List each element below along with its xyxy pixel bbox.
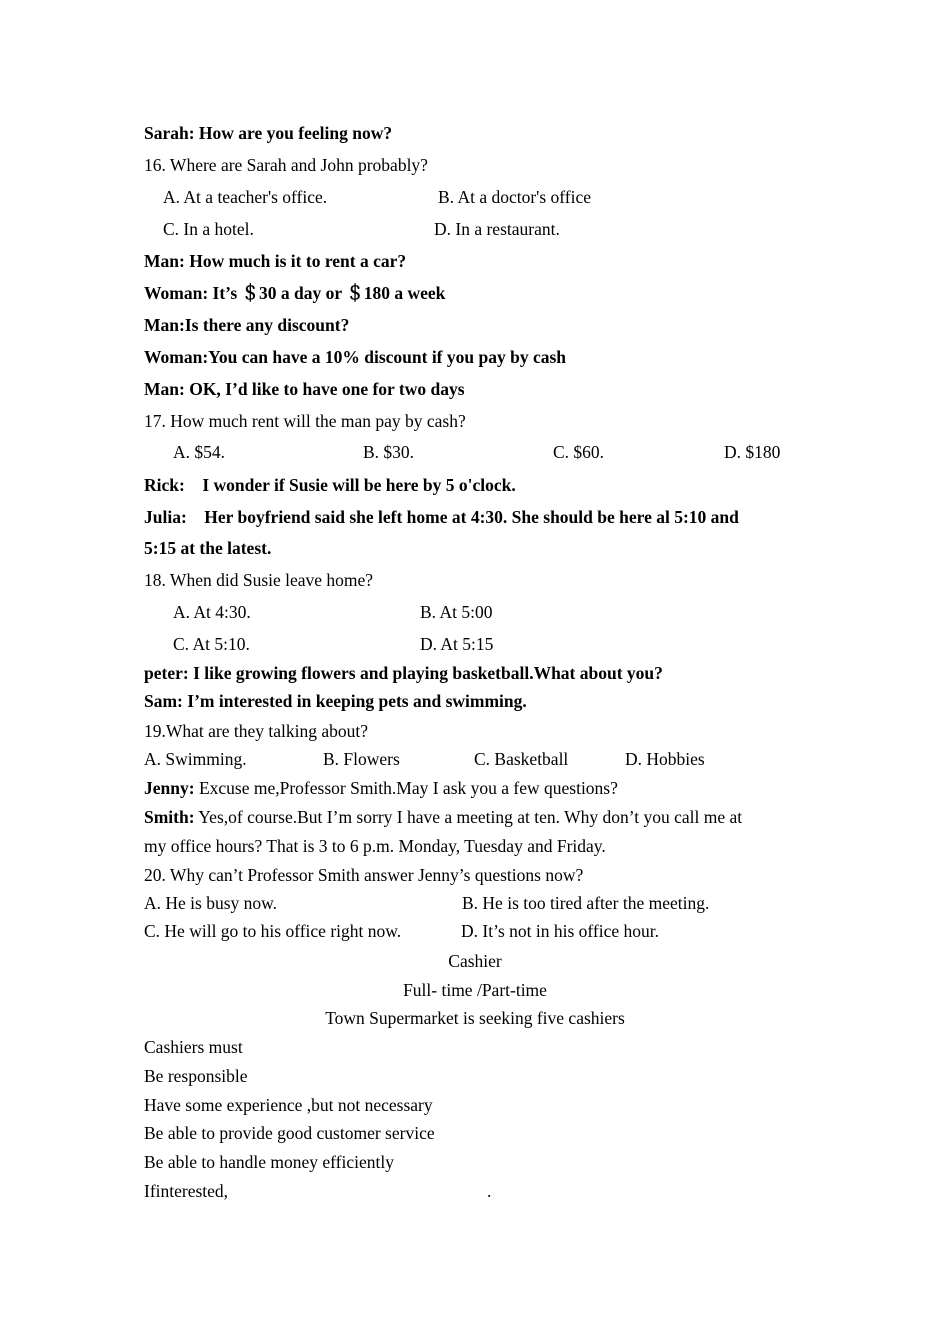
option-20d: D. It’s not in his office hour.	[461, 921, 659, 941]
ad-title: Cashier	[448, 951, 502, 971]
ad-closing: Ifinterested,	[144, 1181, 229, 1201]
option-18a: A. At 4:30.	[173, 602, 251, 622]
ad-line: Be responsible	[144, 1066, 248, 1086]
dialogue-line: 5:15 at the latest.	[144, 538, 272, 558]
option-18d: D. At 5:15	[420, 634, 494, 654]
ad-line: Have some experience ,but not necessary	[144, 1095, 433, 1115]
dialogue-text: Yes,of course.But I’m sorry I have a meeting at ten. Why don’t you call me at	[194, 807, 743, 827]
option-17c: C. $60.	[553, 442, 605, 462]
ad-line: Cashiers must	[144, 1037, 243, 1057]
option-16b: B. At a doctor's office	[438, 187, 592, 207]
dialogue-text: Excuse me,Professor Smith.May I ask you a few questions?	[194, 778, 618, 798]
question-18: 18. When did Susie leave home?	[144, 570, 374, 590]
option-16a: A. At a teacher's office.	[163, 187, 328, 207]
ad-headline: Town Supermarket is seeking five cashiers	[325, 1008, 625, 1028]
dialogue-line: peter: I like growing flowers and playing basketball.What about you?	[144, 663, 663, 683]
dialogue-line: Woman: It’s ＄30 a day or ＄180 a week	[144, 283, 446, 303]
option-19d: D. Hobbies	[625, 749, 705, 769]
ad-subtitle: Full- time /Part-time	[403, 980, 547, 1000]
speaker-name: Smith:	[144, 807, 195, 827]
question-20: 20. Why can’t Professor Smith answer Jenny’s questions now?	[144, 865, 584, 885]
ad-closing-end: .	[487, 1181, 492, 1201]
option-17b: B. $30.	[363, 442, 415, 462]
ad-line: Be able to provide good customer service	[144, 1123, 435, 1143]
option-18c: C. At 5:10.	[173, 634, 250, 654]
option-20c: C. He will go to his office right now.	[144, 921, 402, 941]
option-16c: C. In a hotel.	[163, 219, 254, 239]
dialogue-line: Man:Is there any discount?	[144, 315, 350, 335]
dialogue-line	[144, 806, 742, 828]
speaker-name: Jenny:	[144, 778, 195, 798]
option-17a: A. $54.	[173, 442, 226, 462]
dialogue-line: Sam: I’m interested in keeping pets and swimming.	[144, 691, 527, 711]
dialogue-line: Sarah: How are you feeling now?	[144, 123, 393, 143]
dialogue-line	[144, 777, 618, 799]
option-19b: B. Flowers	[323, 749, 400, 769]
dialogue-line: my office hours? That is 3 to 6 p.m. Monday, Tuesday and Friday.	[144, 836, 606, 856]
ad-line: Be able to handle money efficiently	[144, 1152, 394, 1172]
dialogue-line: Julia: Her boyfriend said she left home at 4:30. She should be here al 5:10 and	[144, 507, 739, 527]
option-17d: D. $180	[724, 442, 781, 462]
dialogue-line: Man: How much is it to rent a car?	[144, 251, 407, 271]
question-17: 17. How much rent will the man pay by cash?	[144, 411, 466, 431]
option-20b: B. He is too tired after the meeting.	[462, 893, 710, 913]
question-16: 16. Where are Sarah and John probably?	[144, 155, 428, 175]
dialogue-line: Man: OK, I’d like to have one for two days	[144, 379, 465, 399]
option-19a: A. Swimming.	[144, 749, 247, 769]
option-18b: B. At 5:00	[420, 602, 493, 622]
question-19: 19.What are they talking about?	[144, 721, 369, 741]
option-19c: C. Basketball	[474, 749, 569, 769]
option-20a: A. He is busy now.	[144, 893, 278, 913]
dialogue-line: Woman:You can have a 10% discount if you pay by cash	[144, 347, 567, 367]
option-16d: D. In a restaurant.	[434, 219, 560, 239]
dialogue-line: Rick: I wonder if Susie will be here by 5 o'clock.	[144, 475, 516, 495]
